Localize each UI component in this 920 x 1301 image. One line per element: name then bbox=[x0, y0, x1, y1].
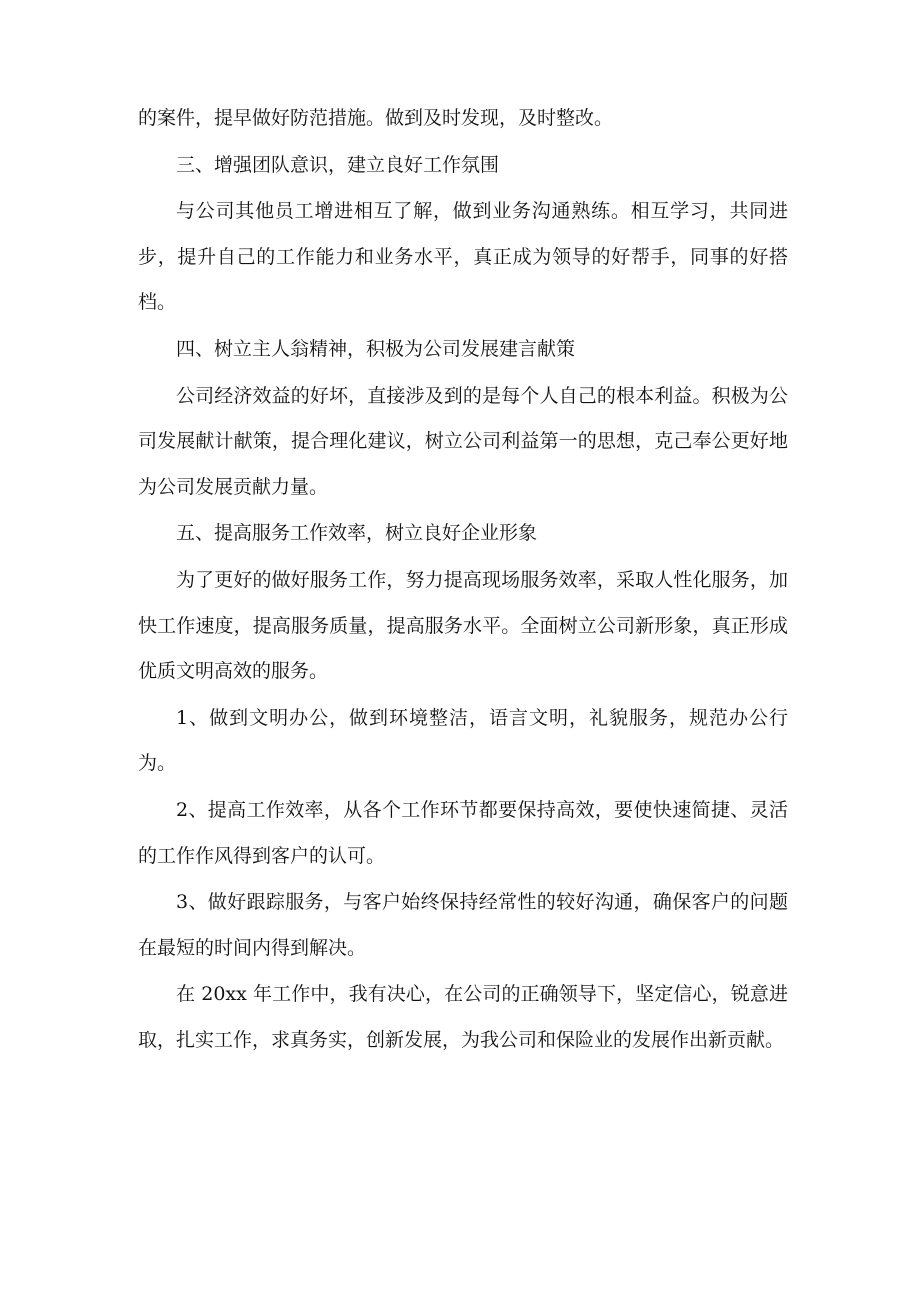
paragraph-service-improvement: 为了更好的做好服务工作，努力提高现场服务效率，采取人性化服务，加快工作速度，提高服务质量，提高服务水平。全面树立公司新形象，真正形成优质文明高效的服务。 bbox=[138, 568, 788, 683]
paragraph-conclusion: 在 20xx 年工作中，我有决心，在公司的正确领导下，坚定信心，锐意进取，扎实工作，求真务实，创新发展，为我公司和保险业的发展作出新贡献。 bbox=[138, 983, 788, 1051]
heading-service-efficiency: 五、提高服务工作效率，树立良好企业形象 bbox=[176, 522, 538, 545]
heading-ownership-spirit: 四、树立主人翁精神，积极为公司发展建言献策 bbox=[176, 337, 576, 360]
heading-team-awareness: 三、增强团队意识，建立良好工作氛围 bbox=[176, 153, 500, 176]
paragraph-company-interest: 公司经济效益的好坏，直接涉及到的是每个人自己的根本利益。积极为公司发展献计献策，提合理化建议，树立公司利益第一的思想，克己奉公更好地为公司发展贡献力量。 bbox=[138, 384, 788, 498]
paragraph-case-prevention: 的案件，提早做好防范措施。做到及时发现，及时整改。 bbox=[138, 107, 614, 129]
paragraph-team-communication: 与公司其他员工增进相互了解，做到业务沟通熟练。相互学习，共同进步，提升自己的工作能力和业务水平，真正成为领导的好帮手，同事的好搭档。 bbox=[138, 200, 788, 314]
list-item-1-civilized-office: 1、做到文明办公，做到环境整洁，语言文明，礼貌服务，规范办公行为。 bbox=[138, 706, 788, 775]
list-item-3-follow-up-service: 3、做好跟踪服务，与客户始终保持经常性的较好沟通，确保客户的问题在最短的时间内得到解决。 bbox=[138, 891, 788, 959]
list-item-2-work-efficiency: 2、提高工作效率，从各个工作环节都要保持高效，要使快速简捷、灵活的工作作风得到客户的认可。 bbox=[138, 798, 788, 867]
document-body bbox=[138, 96, 788, 1063]
